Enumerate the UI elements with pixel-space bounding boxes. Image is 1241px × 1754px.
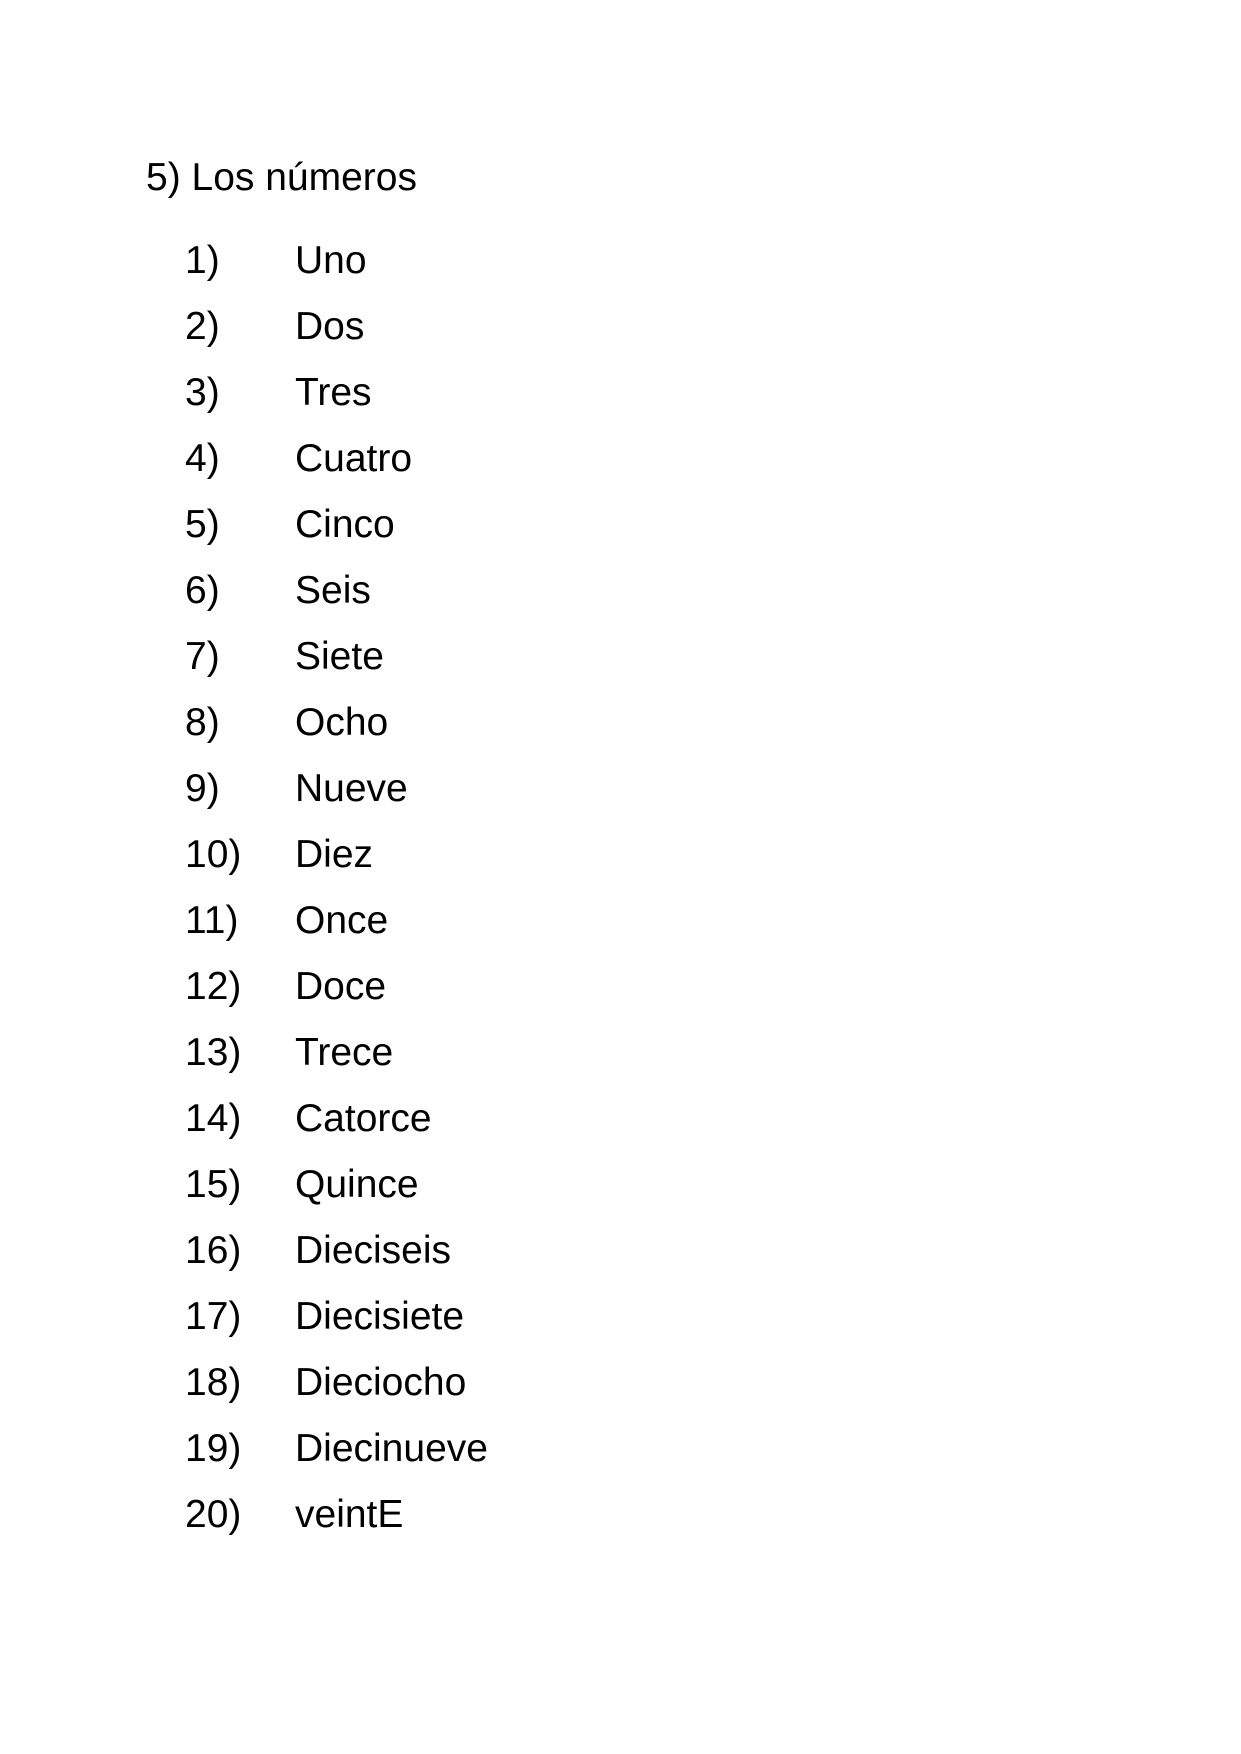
item-word: Dos xyxy=(295,305,365,348)
item-word: Once xyxy=(295,899,389,942)
item-word: veintE xyxy=(295,1493,404,1536)
item-number: 16) xyxy=(185,1229,242,1272)
item-number: 9) xyxy=(185,767,220,810)
item-number: 2) xyxy=(185,305,220,348)
item-word: Diez xyxy=(295,833,374,876)
item-word: Dieciseis xyxy=(295,1229,452,1272)
item-number: 12) xyxy=(185,965,242,1008)
item-word: Cuatro xyxy=(295,437,413,480)
item-number: 13) xyxy=(185,1031,242,1074)
item-number: 11) xyxy=(185,899,239,942)
item-word: Ocho xyxy=(295,701,389,744)
item-word: Nueve xyxy=(295,767,408,810)
item-number: 15) xyxy=(185,1163,242,1206)
item-number: 3) xyxy=(185,371,220,414)
item-number: 6) xyxy=(185,569,220,612)
item-word: Quince xyxy=(295,1163,419,1206)
item-word: Doce xyxy=(295,965,387,1008)
item-number: 10) xyxy=(185,833,242,876)
section-heading: 5) Los números xyxy=(146,156,417,199)
item-number: 8) xyxy=(185,701,220,744)
item-number: 1) xyxy=(185,239,220,282)
item-number: 17) xyxy=(185,1295,242,1338)
item-number: 18) xyxy=(185,1361,242,1404)
item-number: 20) xyxy=(185,1493,242,1536)
item-number: 5) xyxy=(185,503,220,546)
item-word: Trece xyxy=(295,1031,394,1074)
item-word: Diecinueve xyxy=(295,1427,488,1470)
item-word: Seis xyxy=(295,569,371,612)
item-word: Cinco xyxy=(295,503,395,546)
item-word: Siete xyxy=(295,635,384,678)
item-number: 19) xyxy=(185,1427,242,1470)
item-number: 14) xyxy=(185,1097,242,1140)
item-number: 4) xyxy=(185,437,220,480)
item-number: 7) xyxy=(185,635,220,678)
item-word: Dieciocho xyxy=(295,1361,467,1404)
item-word: Tres xyxy=(295,371,372,414)
item-word: Uno xyxy=(295,239,367,282)
item-word: Diecisiete xyxy=(295,1295,465,1338)
item-word: Catorce xyxy=(295,1097,432,1140)
